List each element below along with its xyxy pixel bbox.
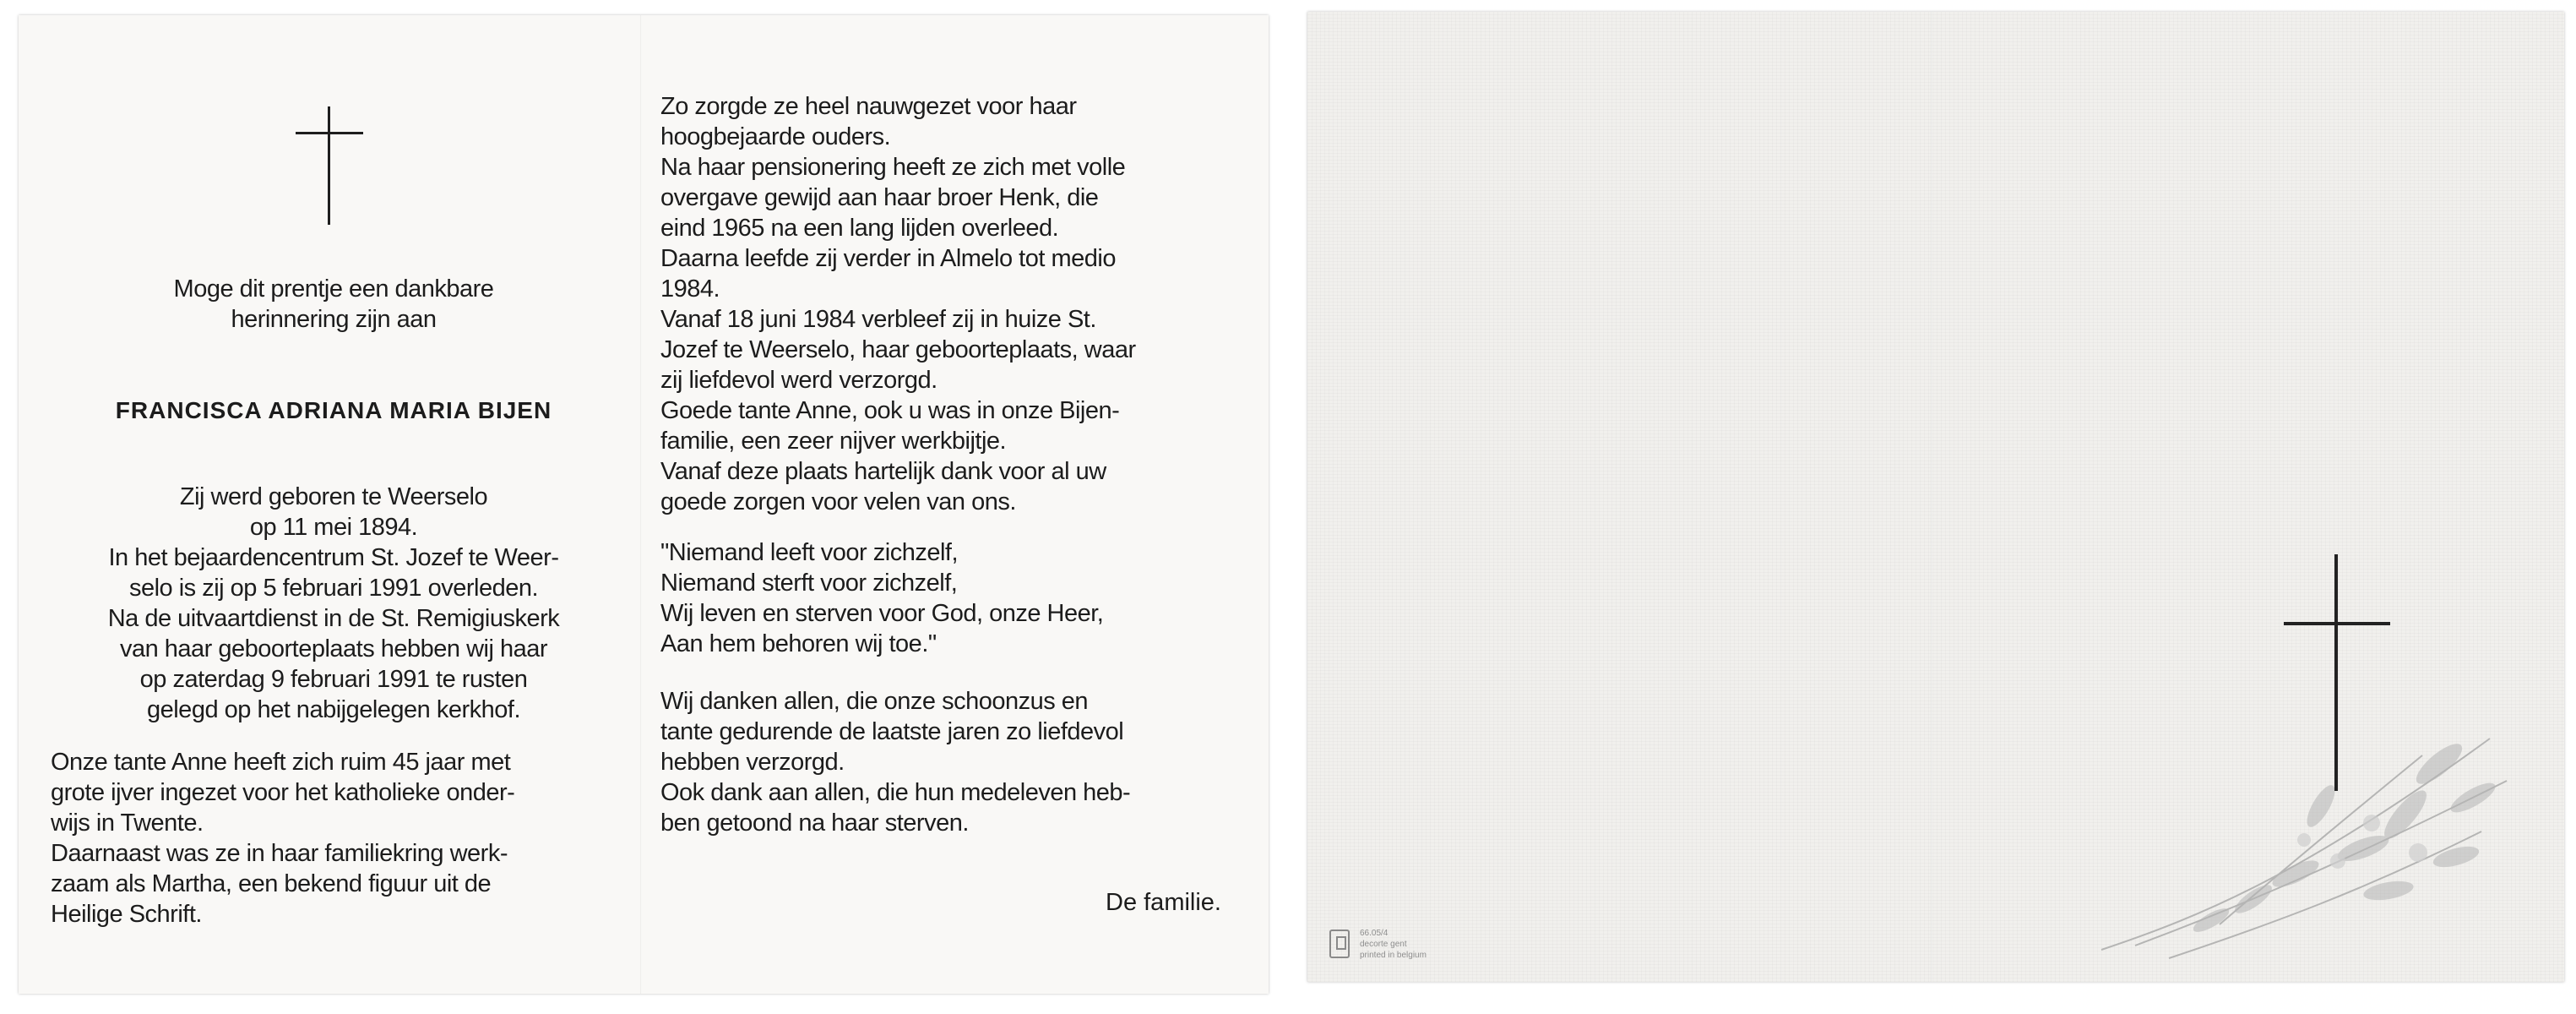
text-line: Aan hem behoren wij toe." xyxy=(660,630,937,657)
text-line: wijs in Twente. xyxy=(51,810,204,837)
text-line: Vanaf 18 juni 1984 verbleef zij in huize St. xyxy=(660,306,1096,333)
printer-mark xyxy=(1329,926,1498,968)
text-line: Onze tante Anne heeft zich ruim 45 jaar met xyxy=(51,749,511,776)
right-panel xyxy=(660,15,1243,994)
printer-logo-icon xyxy=(1329,930,1350,958)
signature: De familie. xyxy=(1106,889,1221,916)
text-line: ben getoond na haar sterven. xyxy=(660,810,969,837)
text-line: grote ijver ingezet voor het katholieke onder- xyxy=(51,779,515,806)
printer-code: 66.05/4 xyxy=(1360,929,1389,938)
text-line: Daarna leefde zij verder in Almelo tot medio xyxy=(660,245,1116,272)
text-line: herinnering zijn aan xyxy=(231,306,437,333)
text-line: hoogbejaarde ouders. xyxy=(660,123,891,150)
text-line: zaam als Martha, een bekend figuur uit de xyxy=(51,870,492,897)
printer-name: decorte gent xyxy=(1360,940,1407,949)
text-line: Goede tante Anne, ook u was in onze Bijen- xyxy=(660,397,1120,424)
text-line: goede zorgen voor velen van ons. xyxy=(660,488,1016,515)
text-line: In het bejaardencentrum St. Jozef te Weer- xyxy=(108,544,559,571)
text-line: Zo zorgde ze heel nauwgezet voor haar xyxy=(660,93,1077,120)
text-line: familie, een zeer nijver werkbijtje. xyxy=(660,428,1007,455)
text-line: Jozef te Weerselo, haar geboorteplaats, waar xyxy=(660,336,1136,363)
card-fold-line xyxy=(640,15,642,994)
text-line: "Niemand leeft voor zichzelf, xyxy=(660,539,959,566)
poem-quote xyxy=(660,537,1243,659)
thanks-paragraph xyxy=(660,686,1243,838)
career-paragraph xyxy=(51,747,625,930)
text-line: hebben verzorgd. xyxy=(660,749,845,776)
birth-death-paragraph xyxy=(42,482,625,725)
text-line: Niemand sterft voor zichzelf, xyxy=(660,570,958,597)
text-line: Daarnaast was ze in haar familiekring werk- xyxy=(51,840,508,867)
text-line: Na de uitvaartdienst in de St. Remigiuskerk xyxy=(107,605,560,632)
text-line: op 11 mei 1894. xyxy=(249,514,418,541)
text-line: op zaterdag 9 februari 1991 te rusten xyxy=(139,666,528,693)
text-line: tante gedurende de laatste jaren zo liefdevol xyxy=(660,718,1124,745)
remembrance-text xyxy=(42,274,625,335)
text-line: Moge dit prentje een dankbare xyxy=(173,275,494,303)
cross-icon xyxy=(296,106,363,225)
text-line: zij liefdevol werd verzorgd. xyxy=(660,367,937,394)
deceased-name: FRANCISCA ADRIANA MARIA BIJEN xyxy=(115,397,552,423)
card-fold-line xyxy=(1931,12,1932,982)
text-line: Wij leven en sterven voor God, onze Heer, xyxy=(660,600,1104,627)
text-line: Ook dank aan allen, die hun medeleven heb- xyxy=(660,779,1131,806)
text-line: selo is zij op 5 februari 1991 overleden. xyxy=(128,575,539,602)
text-line: Vanaf deze plaats hartelijk dank voor al uw xyxy=(660,458,1106,485)
text-line: Heilige Schrift. xyxy=(51,901,202,928)
memorial-card-outer xyxy=(1307,12,2564,982)
care-paragraph xyxy=(660,91,1243,517)
text-line: gelegd op het nabijgelegen kerkhof. xyxy=(146,696,521,723)
text-line: van haar geboorteplaats hebben wij haar xyxy=(119,635,548,662)
text-line: Na haar pensionering heeft ze zich met volle xyxy=(660,154,1126,181)
cross-icon xyxy=(2284,554,2390,791)
text-line: Zij werd geboren te Weerselo xyxy=(179,483,488,510)
left-panel xyxy=(42,15,625,994)
text-line: 1984. xyxy=(660,275,720,303)
text-line: Wij danken allen, die onze schoonzus en xyxy=(660,688,1089,715)
text-line: overgave gewijd aan haar broer Henk, die xyxy=(660,184,1099,211)
text-line: eind 1965 na een lang lijden overleed. xyxy=(660,215,1059,242)
printer-origin: printed in belgium xyxy=(1360,951,1427,960)
memorial-card-inner xyxy=(19,15,1269,994)
